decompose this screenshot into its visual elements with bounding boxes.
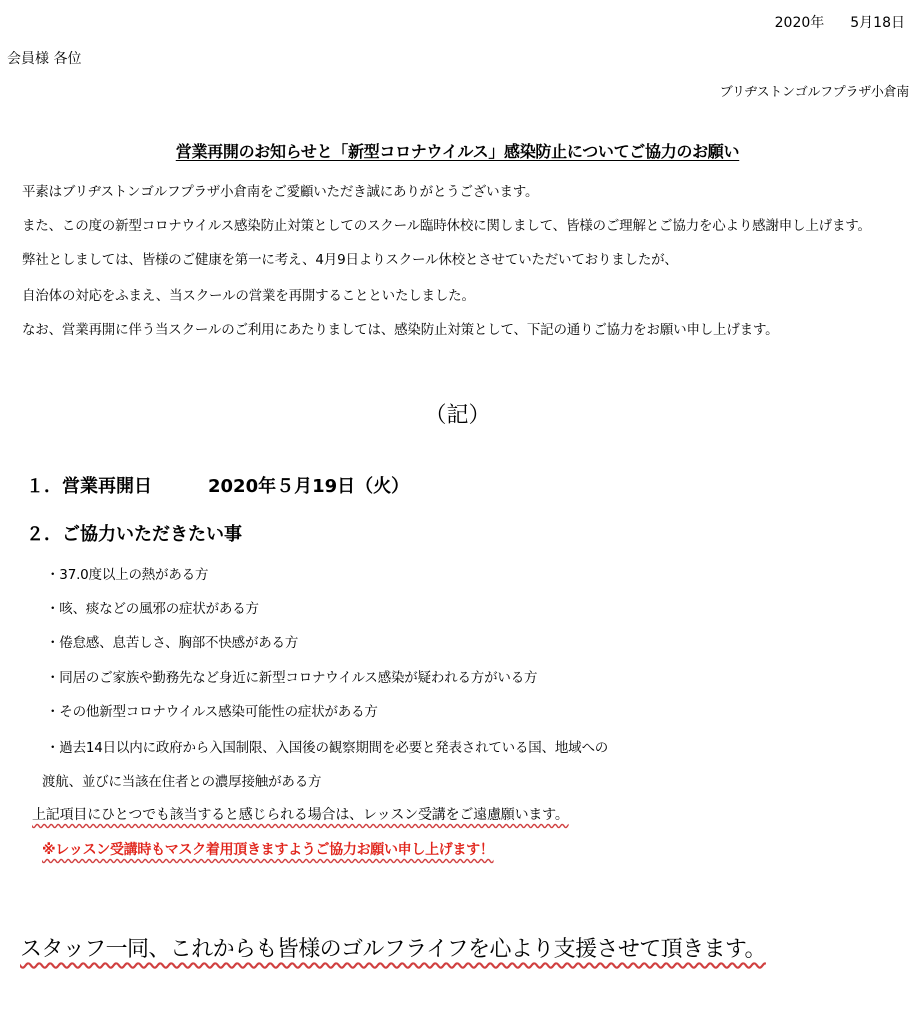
- section-number: １．: [26, 476, 62, 497]
- list-item: ・咳、痰などの風邪の症状がある方: [46, 601, 259, 617]
- intro-paragraph: 弊社としましては、皆様のご健康を第一に考え、4月9日よりスクール休校とさせていただいておりましたが、: [22, 252, 678, 268]
- list-item-continuation: 渡航、並びに当該在住者との濃厚接触がある方: [42, 774, 322, 790]
- addressee: 会員様 各位: [7, 51, 82, 67]
- section-reopen-date: [26, 472, 409, 498]
- section-label: ご協力いただきたい事: [62, 524, 242, 545]
- section-number: ２．: [26, 524, 62, 545]
- sender-name: ブリヂストンゴルフプラザ小倉南: [719, 85, 909, 100]
- mask-warning: ※レッスン受講時もマスク着用頂きますようご協力お願い申し上げます！: [42, 842, 494, 858]
- date-year: 2020年: [774, 15, 825, 31]
- document-title: [0, 139, 915, 162]
- list-item: ・その他新型コロナウイルス感染可能性の症状がある方: [46, 704, 378, 720]
- section-label: 営業再開日: [62, 476, 152, 497]
- intro-paragraph: 平素はブリヂストンゴルフプラザ小倉南をご愛顧いただき誠にありがとうございます。: [22, 184, 539, 200]
- date-day: 5月18日: [850, 15, 905, 31]
- section-requests: [26, 520, 242, 546]
- ki-heading: （記）: [424, 403, 491, 428]
- list-item: ・同居のご家族や勤務先など身近に新型コロナウイルス感染が疑われる方がいる方: [46, 670, 538, 686]
- list-item: ・倦怠感、息苦しさ、胸部不快感がある方: [46, 635, 299, 651]
- intro-paragraph: なお、営業再開に伴う当スクールのご利用にあたりましては、感染防止対策として、下記の通りご協力をお願い申し上げます。: [22, 322, 779, 338]
- list-item: ・過去14日以内に政府から入国制限、入国後の観察期間を必要と発表されている国、地域への: [46, 740, 609, 756]
- intro-paragraph: 自治体の対応をふまえ、当スクールの営業を再開することといたしました。: [22, 288, 475, 304]
- notice-text: 上記項目にひとつでも該当すると感じられる場合は、レッスン受講をご遠慮願います。: [32, 807, 569, 823]
- document-title-text: 営業再開のお知らせと「新型コロナウイルス」感染防止についてご協力のお願い: [175, 142, 740, 161]
- intro-paragraph: また、この度の新型コロナウイルス感染防止対策としてのスクール臨時休校に関しまして、皆様のご理解とご協力を心より感謝申し上げます。: [22, 218, 871, 234]
- list-item: ・37.0度以上の熱がある方: [46, 567, 209, 583]
- document-date: [775, 12, 905, 32]
- reopen-date-value: 2020年５月19日（火）: [208, 476, 410, 497]
- closing-message: スタッフ一同、これからも皆様のゴルフライフを心より支援させて頂きます。: [20, 937, 766, 962]
